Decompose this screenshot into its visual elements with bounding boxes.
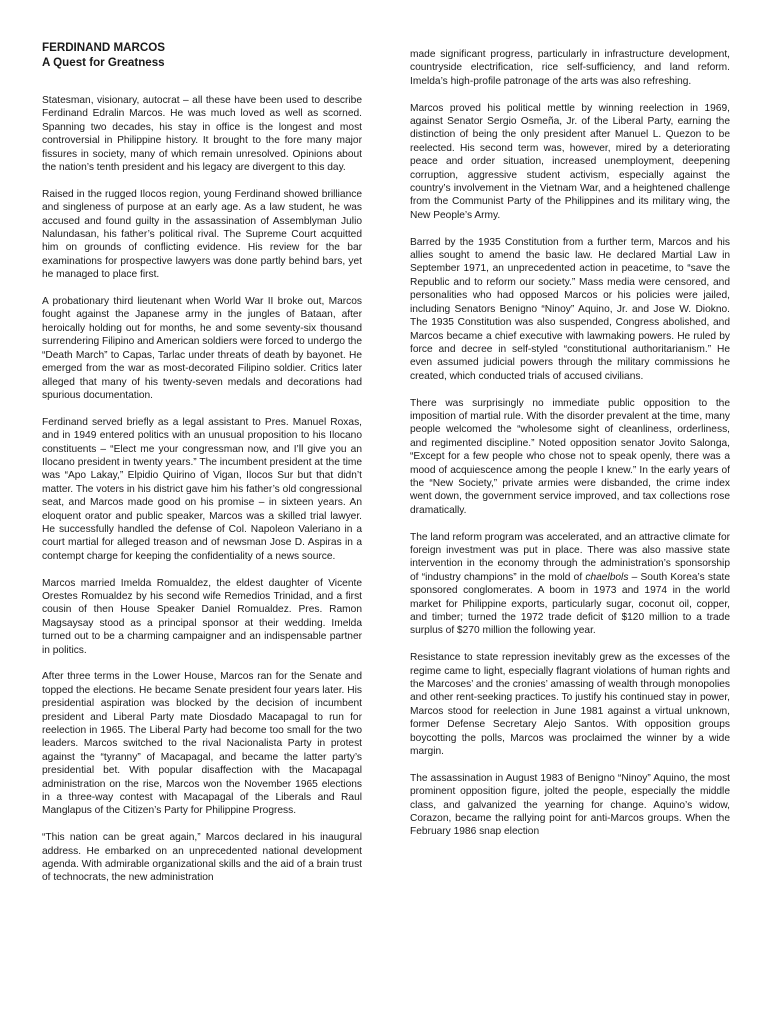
paragraph: “This nation can be great again,” Marcos declared in his inaugural address. He embarked on an unprecedented national development agenda. With admirable organizational skills and the aid of a brain trust of technocrats, the new administration [42,832,362,884]
paragraph: After three terms in the Lower House, Marcos ran for the Senate and topped the elections. He became Senate president four years later. His presidential aspiration was blocked by the decision of incumbent president and Liberal Party mate Diosdado Macapagal to run for reelection in 1965. The Liberal Party had become too small for the two leaders. Marcos switched to the rival Nacionalista Party in protest against the “tyranny” of Macapagal, and became the latter party’s presidential bet. With popular disaffection with the Macapagal administration on the rise, Marcos won the November 1965 elections in a three-way contest with Macapagal of the Liberals and Raul Manglapus of the Citizen’s Party for Philippine Progress. [42,671,362,817]
document-subtitle: A Quest for Greatness [42,56,165,69]
paragraph: made significant progress, particularly in infrastructure development, countryside electrification, rice self-sufficiency, and land reform. Imelda’s high-profile patronage of the arts was also refreshing. [410,49,730,87]
paragraph: Resistance to state repression inevitably grew as the excesses of the regime came to light, especially flagrant violations of human rights and the Marcoses’ and the cronies’ amassing of wealth through monopolies and other rent-seeking practices. To justify his continued stay in power, Marcos stood for reelection in June 1981 against a virtual unknown, former Defense Secretary Alejo Santos. With opposition groups boycotting the polls, Marcos was proclaimed the winner by a wide margin. [410,652,730,758]
paragraph: Marcos proved his political mettle by winning reelection in 1969, against Senator Sergio Osmeña, Jr. of the Liberal Party, earning the distinction of being the only president after Manuel L. Quezon to be reelected. His second term was, however, mired by a deteriorating peace and order situation, increased unemployment, deepening corruption, aggressive student activism, especially against the country’s involvement in the Vietnam War, and a heightened challenge from the Communist Party of the Philippines and its military wing, the New People’s Army. [410,102,730,221]
paragraph: Barred by the 1935 Constitution from a further term, Marcos and his allies sought to amend the basic law. He declared Martial Law in September 1971, an unprecedented action in peacetime, to “save the Republic and to reform our society.” Mass media were censored, and personalities who had opposed Marcos or his policies were jailed, including Senators Benigno “Ninoy” Aquino, Jr. and Jose W. Diokno. The 1935 Constitution was also suspended, Congress abolished, and Marcos became a chief executive with lawmaking powers. He ruled by force and decree in self-styled “constitutional authoritarianism.” He even assumed judicial powers through the military commissions he created, which conducted trials of accused civilians. [410,236,730,382]
paragraph: A probationary third lieutenant when World War II broke out, Marcos fought against the Japanese army in the jungles of Bataan, after heroically holding out for months, he and some seventy-six thousand surrendering Filipino and American soldiers were forced to undergo the “Death March” to Capas, Tarlac under threats of death by bayonet. He emerged from the war as most-decorated Filipino soldier. Critics later alleged that many of his twenty-seven medals and decorations had spurious documentation. [42,296,362,401]
document-title: FERDINAND MARCOS [42,41,166,54]
paragraph: Marcos married Imelda Romualdez, the eldest daughter of Vicente Orestes Romualdez by his second wife Remedios Trinidad, and a first cousin of then House Speaker Daniel Romualdez. Pres. Ramon Magsaysay stood as a principal sponsor at their wedding. Imelda turned out to be a charming campaigner and an indispensable partner in politics. [42,577,362,656]
paragraph: There was surprisingly no immediate public opposition to the imposition of martial rule. With the disorder prevalent at the time, many people welcomed the “wholesome sight of cleanliness, orderliness, and regimented discipline.” Noted opposition senator Jovito Salonga, “Except for a few people who chose not to speak openly, there was a mood of acquiescence among the people I knew.” In the early years of the “New Society,” private armies were disbanded, the crime index went down, the government service improved, and tax collections rose dramatically. [410,397,730,516]
paragraph-text: – South Korea’s state sponsored conglomerates. A boom in 1973 and 1974 in the world market for Philippine exports, particularly sugar, coconut oil, copper, and timber; turned the 1972 trade deficit of $120 million to a trade surplus of $270 million the following year. [410,571,730,637]
paragraph [410,531,730,638]
left-column [42,94,362,898]
paragraph-text: The land reform program was accelerated, and an attractive climate for foreign investment was put in place. There was also massive state intervention in the economy through the administration’s sponsorship of “industry champions” in the mold of [410,531,730,583]
paragraph: Raised in the rugged Ilocos region, young Ferdinand showed brilliance and singleness of purpose at an early age. As a law student, he was accused and found guilty in the assassination of Assemblyman Julio Nalundasan, his father’s political rival. The Supreme Court acquitted him on grounds of conflicting evidence. His review for the bar examinations for prospective lawyers was done partly behind bars, yet he managed to place first. [42,188,362,281]
italic-term: chaelbols [585,571,629,583]
paragraph: Statesman, visionary, autocrat – all these have been used to describe Ferdinand Edralin Marcos. He was much loved as well as scorned. Spanning two decades, his stay in office is the longest and most controversial in Philippine history. It brought to the fore many major fissures in society, many of which remain unresolved. Opinions about the nation’s tenth president and his legacy are divergent to this day. [42,95,362,174]
paragraph: Ferdinand served briefly as a legal assistant to Pres. Manuel Roxas, and in 1949 entered politics with an unusual proposition to his Ilocano constituents – “Elect me your congressman now, and I’ll give you an Ilocano president in twenty years.” The incumbent president at the time was “Apo Lakay,” Elpidio Quirino of Vigan, Ilocos Sur but that didn’t matter. The voters in his district gave him his father’s old congressional seat, and Marcos made good on his promise – in sixteen years. An eloquent orator and public speaker, Marcos was a skilled trial lawyer. He successfully handled the defense of Col. Napoleon Valeriano in a court martial for alleged treason and of newsman Jose D. Aspiras in a contempt charge for keeping the confidentiality of a news source. [42,416,362,562]
right-column [410,48,730,898]
paragraph: The assassination in August 1983 of Benigno “Ninoy” Aquino, the most prominent opposition figure, jolted the people, especially the middle class, and galvanized the yearning for change. Aquino’s widow, Corazon, became the rallying point for anti-Marcos groups. When the February 1986 snap election [410,772,730,838]
